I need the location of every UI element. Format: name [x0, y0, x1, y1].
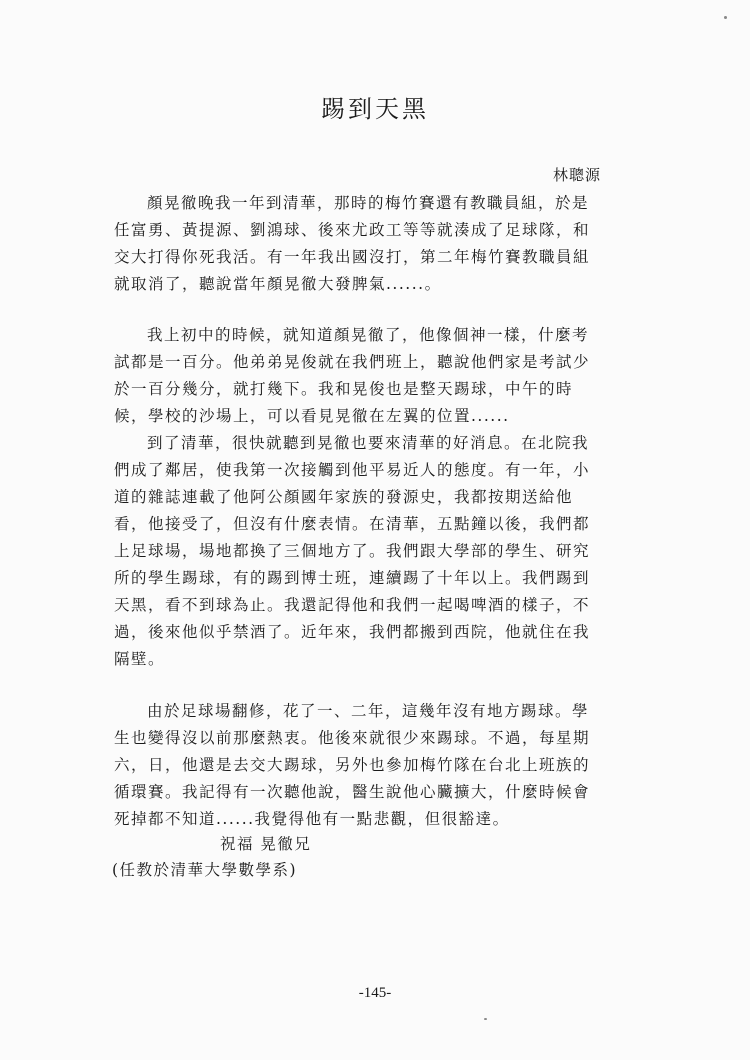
text-line: 循環賽。我記得有一次聽他說，醫生說他心臟擴大，什麼時候會 — [114, 783, 591, 801]
text-line: 試都是一百分。他弟弟晃俊就在我們班上，聽說他們家是考試少 — [114, 353, 591, 371]
article-title: 踢到天黑 — [321, 95, 429, 123]
text-line: 所的學生踢球，有的踢到博士班，連續踢了十年以上。我們踢到 — [114, 569, 591, 587]
author-affiliation: (任教於清華大學數學系) — [112, 861, 298, 879]
text-line: 死掉都不知道......我覺得他有一點悲觀，但很豁達。 — [114, 810, 510, 828]
scan-speck — [484, 1018, 487, 1020]
text-line: 顏晃徹晚我一年到清華，那時的梅竹賽還有教職員組，於是 — [147, 194, 590, 212]
text-line: 生也變得沒以前那麼熱衷。他後來就很少來踢球。不過，每星期 — [114, 729, 591, 747]
text-line: 道的雜誌連載了他阿公顏國年家族的發源史，我都按期送給他 — [114, 488, 574, 506]
text-line: 到了清華，很快就聽到晃徹也要來清華的好消息。在北院我 — [147, 434, 590, 452]
text-line: 們成了鄰居，使我第一次接觸到他平易近人的態度。有一年，小 — [114, 461, 591, 479]
scan-speck — [724, 16, 727, 19]
text-line: 看，他接受了，但沒有什麼表情。在清華，五點鐘以後，我們都 — [114, 515, 591, 533]
page-number: -145- — [358, 985, 392, 1001]
text-line: 候，學校的沙場上，可以看見晃徹在左翼的位置...... — [114, 407, 510, 425]
text-line: 天黑，看不到球為止。我還記得他和我們一起喝啤酒的樣子，不 — [114, 596, 591, 614]
text-line: 隔壁。 — [114, 650, 166, 668]
text-line: 上足球場，場地都換了三個地方了。我們跟大學部的學生、研究 — [114, 542, 591, 560]
text-line: 交大打得你死我活。有一年我出國沒打，第二年梅竹賽教職員組 — [114, 248, 591, 266]
text-line: 就取消了，聽說當年顏晃徹大發脾氣......。 — [114, 275, 442, 293]
text-line: 六，日，他還是去交大踢球，另外也參加梅竹隊在台北上班族的 — [114, 756, 591, 774]
text-line: 於一百分幾分，就打幾下。我和晃俊也是整天踢球，中午的時 — [114, 380, 574, 398]
text-line: 過，後來他似乎禁酒了。近年來，我們都搬到西院，他就住在我 — [114, 623, 591, 641]
text-line: 我上初中的時候，就知道顏晃徹了，他像個神一樣，什麼考 — [147, 326, 590, 344]
text-line: 由於足球場翻修，花了一、二年，這幾年沒有地方踢球。學 — [147, 702, 590, 720]
text-line: 任富勇、黃提源、劉鴻球、後來尤政工等等就湊成了足球隊，和 — [114, 221, 591, 239]
author-name: 林聰源 — [553, 166, 602, 184]
closing-blessing: 祝福 晃徹兄 — [220, 835, 312, 853]
